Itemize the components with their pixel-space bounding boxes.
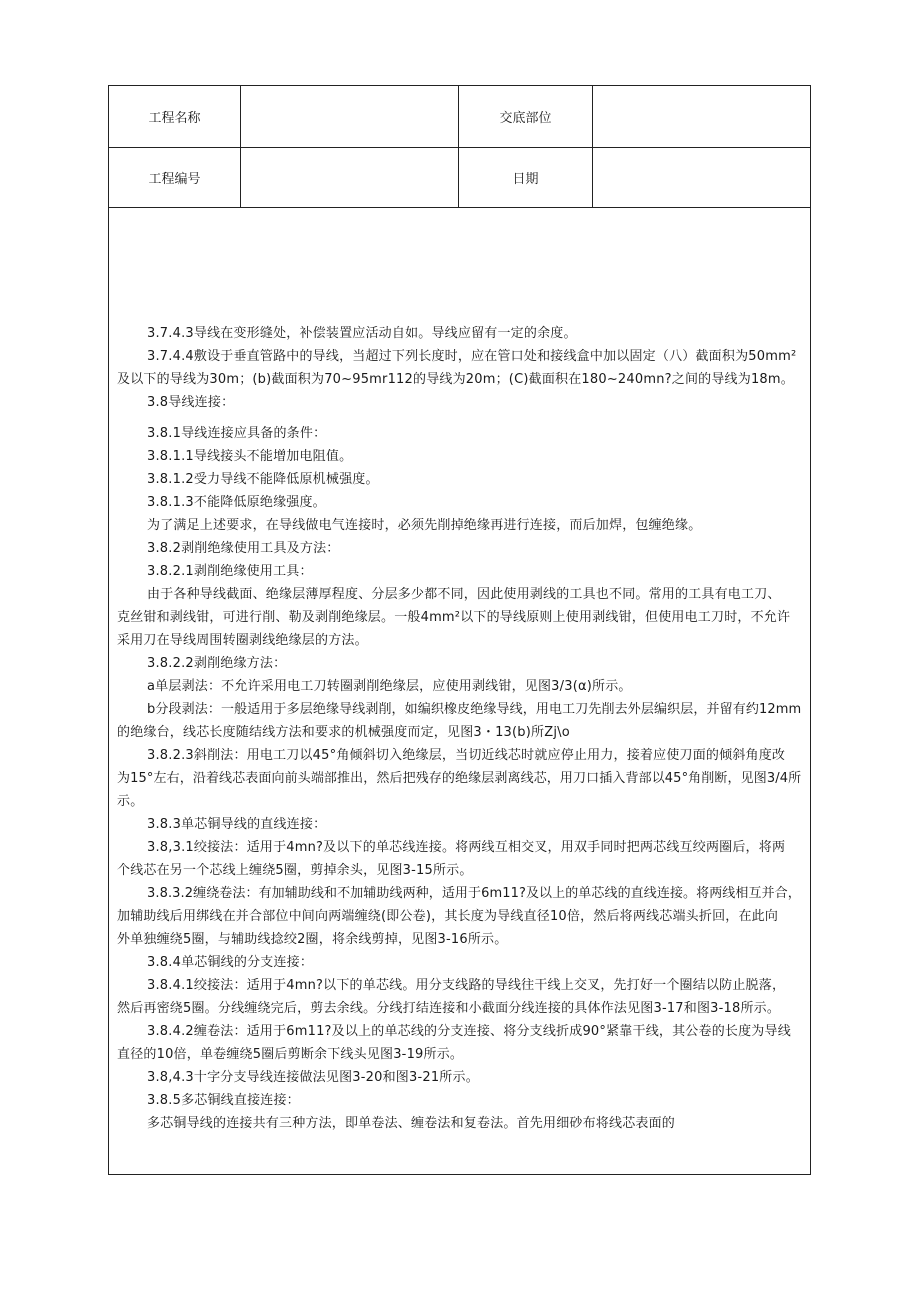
text-line: 3.8.1.2受力导线不能降低原机械强度。: [147, 472, 379, 487]
text-line: 示。: [117, 794, 144, 809]
text-line: 3.8.1.1导线接头不能增加电阻值。: [147, 449, 353, 464]
text-line: 3.8,3.1绞接法：适用于4mn?及以下的单芯线连接。将两线互相交叉，用双手同时把两芯线互绞两圈后，将两: [147, 840, 786, 855]
text-line: 3.8.2.1剥削绝缘使用工具：: [147, 564, 313, 579]
text-line: 直径的10倍，单卷缠绕5圈后剪断余下线头见图3-19所示。: [117, 1047, 464, 1062]
text-line: 为15°左右，沿着线芯表面向前头端部推出，然后把残存的绝缘层剥离线芯，用刀口插入背部以45°角削断，见图3/4所: [117, 771, 802, 786]
text-line: 为了满足上述要求，在导线做电气连接时，必须先削掉绝缘再进行连接，而后加焊，包缠绝缘。: [147, 518, 702, 533]
text-line: 3.8.2.2剥削绝缘方法：: [147, 656, 287, 671]
paragraph-gap: [117, 414, 802, 422]
text-line: 然后再密绕5圈。分线缠绕完后，剪去余线。分线打结连接和小截面分线连接的具体作法见图3-17和图3-18所示。: [117, 1001, 781, 1016]
text-line: 3.8导线连接：: [147, 395, 235, 410]
disclosure-form: [108, 85, 811, 1175]
text-line: 3.8.1导线连接应具备的条件：: [147, 426, 327, 441]
project-no-value: [241, 147, 457, 207]
text-line: 3.8.2.3斜削法：用电工刀以45°角倾斜切入绝缘层，当切近线芯时就应停止用力，接着应使刀面的倾斜角度改: [147, 748, 786, 763]
date-label: 日期: [512, 171, 539, 187]
project-no-label: 工程编号: [148, 171, 201, 187]
text-line: 加辅助线后用绑线在并合部位中间向两端缠绕(即公卷)，其长度为导线直径10倍，然后将两线芯端头折回，在此向: [117, 909, 779, 924]
text-line: 多芯铜导线的连接共有三种方法，即单卷法、缠卷法和复卷法。首先用细砂布将线芯表面的: [147, 1116, 676, 1131]
disclosure-text: [117, 322, 802, 1135]
project-name-label: 工程名称: [148, 111, 201, 126]
text-line: 及以下的导线为30m；(b)截面积为70~95mr112的导线为20m；(C)截面积在180~240mn?之间的导线为18m。: [117, 372, 794, 387]
text-line: 克丝钳和剥线钳，可进行削、勒及剥削绝缘层。一般4mm²以下的导线原则上使用剥线钳，但使用电工刀时，不允许: [117, 610, 791, 625]
text-line: 3.7.4.4敷设于垂直管路中的导线，当超过下列长度时，应在管口处和接线盒中加以固定（八）截面积为50mm²: [147, 349, 797, 364]
text-line: 3.8,4.3十字分支导线连接做法见图3-20和图3-21所示。: [147, 1070, 479, 1085]
text-line: 3.8.4单芯铜线的分支连接：: [147, 955, 314, 970]
text-line: 3.8.3单芯铜导线的直线连接：: [147, 817, 327, 832]
text-line: 个线芯在另一个芯线上缠绕5圈，剪掉余头，见图3-15所示。: [117, 863, 473, 878]
date-value: [593, 147, 810, 207]
text-line: 3.8.1.3不能降低原绝缘强度。: [147, 495, 326, 510]
text-line: 采用刀在导线周围转圈剥线绝缘层的方法。: [117, 633, 368, 648]
section-label: 交底部位: [499, 111, 552, 126]
text-line: a单层剥法：不允许采用电工刀转圈剥削绝缘层，应使用剥线钳，见图3/3(α)所示。: [147, 679, 632, 694]
text-line: 3.8.4.2缠卷法：适用于6m11?及以上的单芯线的分支连接、将分支线折成90°紧靠干线，其公卷的长度为导线: [147, 1024, 791, 1039]
text-line: 3.8.5多芯铜线直接连接：: [147, 1093, 300, 1108]
text-line: 3.8.3.2缠绕卷法：有加辅助线和不加辅助线两种，适用于6m11?及以上的单芯线的直线连接。将两线相互并合，: [147, 886, 801, 901]
project-name-value: [241, 86, 457, 147]
section-value: [593, 86, 810, 147]
text-line: 3.7.4.3导线在变形缝处，补偿装置应活动自如。导线应留有一定的余度。: [147, 326, 577, 341]
text-line: 3.8.4.1绞接法：适用于4mn?以下的单芯线。用分支线路的导线往干线上交叉，先打好一个圈结以防止脱落，: [147, 978, 786, 993]
text-line: 外单独缠绕5圈，与辅助线捻绞2圈，将余线剪掉，见图3-16所示。: [117, 932, 508, 947]
disclosure-body: [109, 207, 810, 1174]
text-line: 的绝缘台，线芯长度随结线方法和要求的机械强度而定，见图3・13(b)所Zj\o: [117, 725, 570, 740]
text-line: b分段剥法：一般适用于多层绝缘导线剥削，如编织橡皮绝缘导线，用电工刀先削去外层编织层，并留有约12mm: [147, 702, 802, 717]
header-row-1: [109, 86, 810, 148]
text-line: 由于各种导线截面、绝缘层薄厚程度、分层多少都不同，因此使用剥线的工具也不同。常用的工具有电工刀、: [147, 587, 781, 602]
header-row-2: [109, 147, 810, 208]
text-line: 3.8.2剥削绝缘使用工具及方法：: [147, 541, 340, 556]
